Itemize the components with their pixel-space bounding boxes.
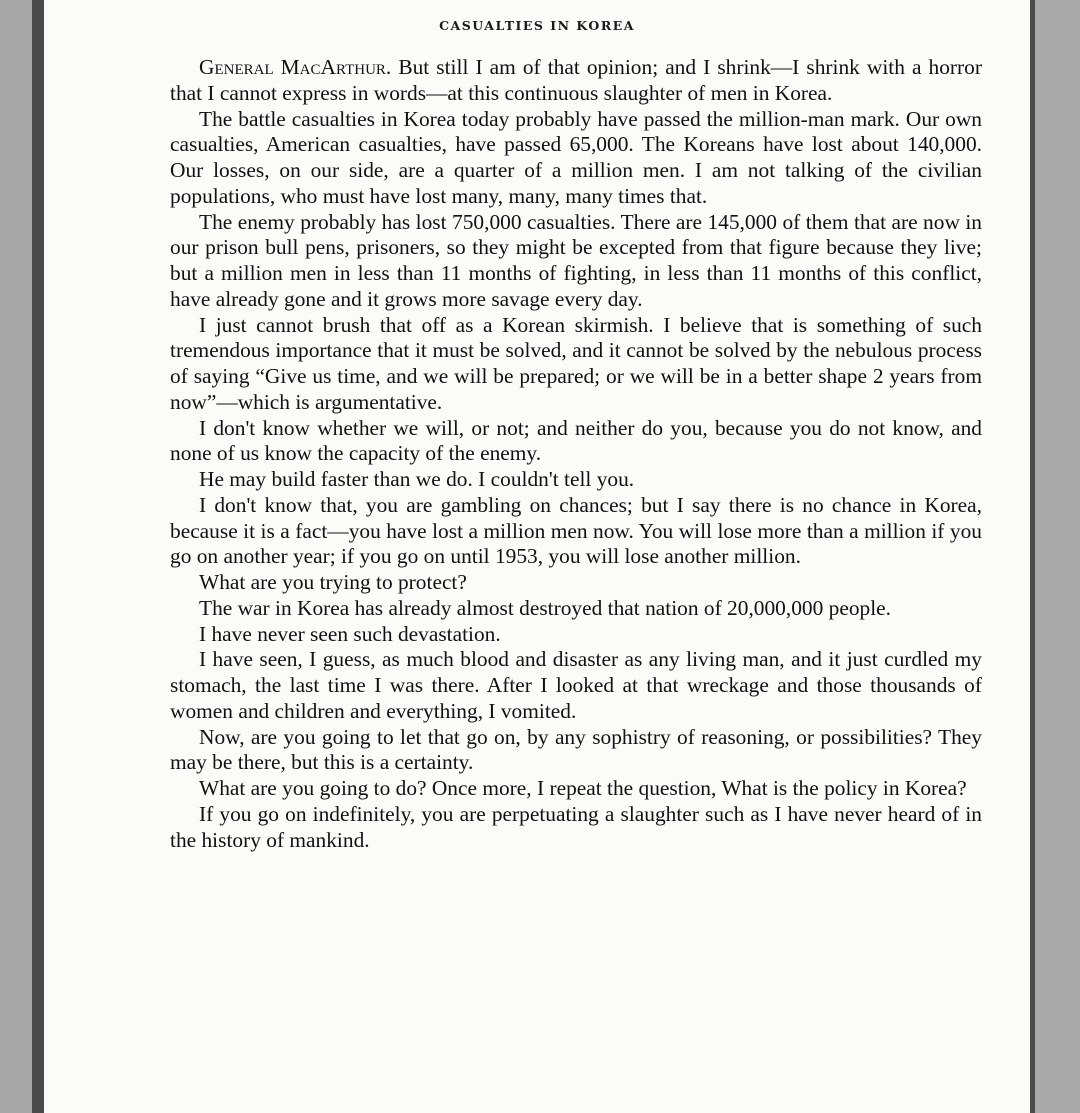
body-text — [170, 55, 982, 853]
paragraph-8: What are you trying to protect? — [199, 570, 467, 594]
right-window-frame — [1035, 0, 1080, 1113]
running-header: CASUALTIES IN KOREA — [439, 18, 635, 33]
paragraph-5: I don't know whether we will, or not; and neither do you, because you do not know, and none of us know the capacity of the enemy. — [170, 415, 982, 466]
left-frame-border — [32, 0, 44, 1113]
paragraph-10: I have never seen such devastation. — [199, 621, 501, 646]
paragraph-12: Now, are you going to let that go on, by any sophistry of reasoning, or possibilities? They may be there, but this is a certainty. — [170, 724, 982, 775]
paragraph-11: I have seen, I guess, as much blood and disaster as any living man, and it just curdled my stomach, the last time I was there. After I looked at that wreckage and those thousands of women and children and everything, I vomited. — [170, 647, 982, 723]
paragraph-14: If you go on indefinitely, you are perpetuating a slaughter such as I have never heard of in the history of mankind. — [170, 801, 982, 852]
paragraph-4: I just cannot brush that off as a Korean skirmish. I believe that is something of such tremendous importance that it must be solved, and it cannot be solved by the nebulous process of saying “Give us time, and we will be prepared; or we will be in a better shape 2 years from now”—which is argumentative. — [170, 312, 982, 414]
paragraph-1 — [170, 55, 982, 107]
paragraph-1-text: But still I am of that opinion; and I shrink—I shrink with a horror that I cannot express in words—at this continuous slaughter of men in Korea. — [170, 55, 982, 105]
paragraph-7: I don't know that, you are gambling on chances; but I say there is no chance in Korea, because it is a fact—you have lost a million men now. You will lose more than a million if you go on another year; if you go on until 1953, you will lose another million. — [170, 492, 982, 569]
paragraph-3: The enemy probably has lost 750,000 casualties. There are 145,000 of them that are now in our prison bull pens, prisoners, so they might be excepted from that figure because they live; but a million men in less than 11 months of fighting, in less than 11 months of this conflict, have already gone and it grows more savage every day. — [170, 209, 982, 311]
document-page — [44, 0, 1030, 1113]
paragraph-2: The battle casualties in Korea today probably have passed the million-man mark. Our own casualties, American casualties, have passed 65,000. The Koreans have lost about 140,000. Our losses, on our side, are a quarter of a million men. I am not talking of the civilian populations, who must have lost many, many, many times that. — [170, 106, 982, 208]
left-window-frame — [0, 0, 32, 1113]
paragraph-6: He may build faster than we do. I couldn't tell you. — [199, 467, 635, 491]
paragraph-9: The war in Korea has already almost destroyed that nation of 20,000,000 people. — [199, 595, 892, 620]
speaker-name: General MacArthur. — [199, 55, 392, 79]
paragraph-13: What are you going to do? Once more, I repeat the question, What is the policy in Korea? — [199, 776, 967, 800]
